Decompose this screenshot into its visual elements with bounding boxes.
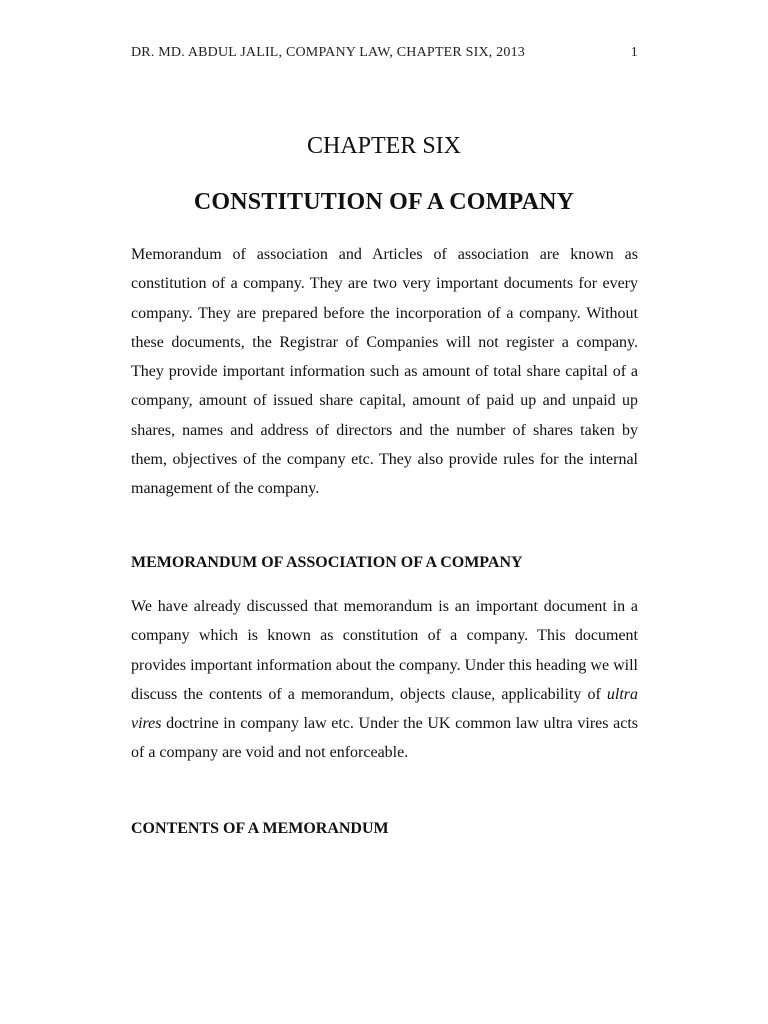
memorandum-paragraph [131,592,638,768]
section-heading-memorandum: MEMORANDUM OF ASSOCIATION OF A COMPANY [131,554,523,571]
chapter-title: CONSTITUTION OF A COMPANY [193,189,575,215]
section-heading-contents: CONTENTS OF A MEMORANDUM [131,820,389,837]
page-number: 1 [630,45,638,60]
memorandum-text-end: doctrine in company law etc. Under the UK common law ultra vires acts of a company are void and not enforceable. [131,715,638,762]
ultra-vires-term: ultra vires [131,685,638,733]
running-header-title: DR. MD. ABDUL JALIL, COMPANY LAW, CHAPTER SIX, 2013 [131,45,525,60]
intro-paragraph: Memorandum of association and Articles of association are known as constitution of a company. They are two very important documents for every company. They are prepared before the incorporation of a company. Without these documents, the Registrar of Companies will not register a company. They provide important information such as amount of total share capital of a company, amount of issued share capital, amount of paid up and unpaid up shares, names and address of directors and the number of shares taken by them, objectives of the company etc. They also provide rules for the internal management of the company. [131,246,638,498]
chapter-label: CHAPTER SIX [306,133,462,159]
memorandum-text-start: We have already discussed that memorandum is an important document in a company which is known as constitution of a company. This document provides important information about the company. Under this heading we will discuss the contents of a memorandum, objects clause, applicability of [131,598,638,703]
